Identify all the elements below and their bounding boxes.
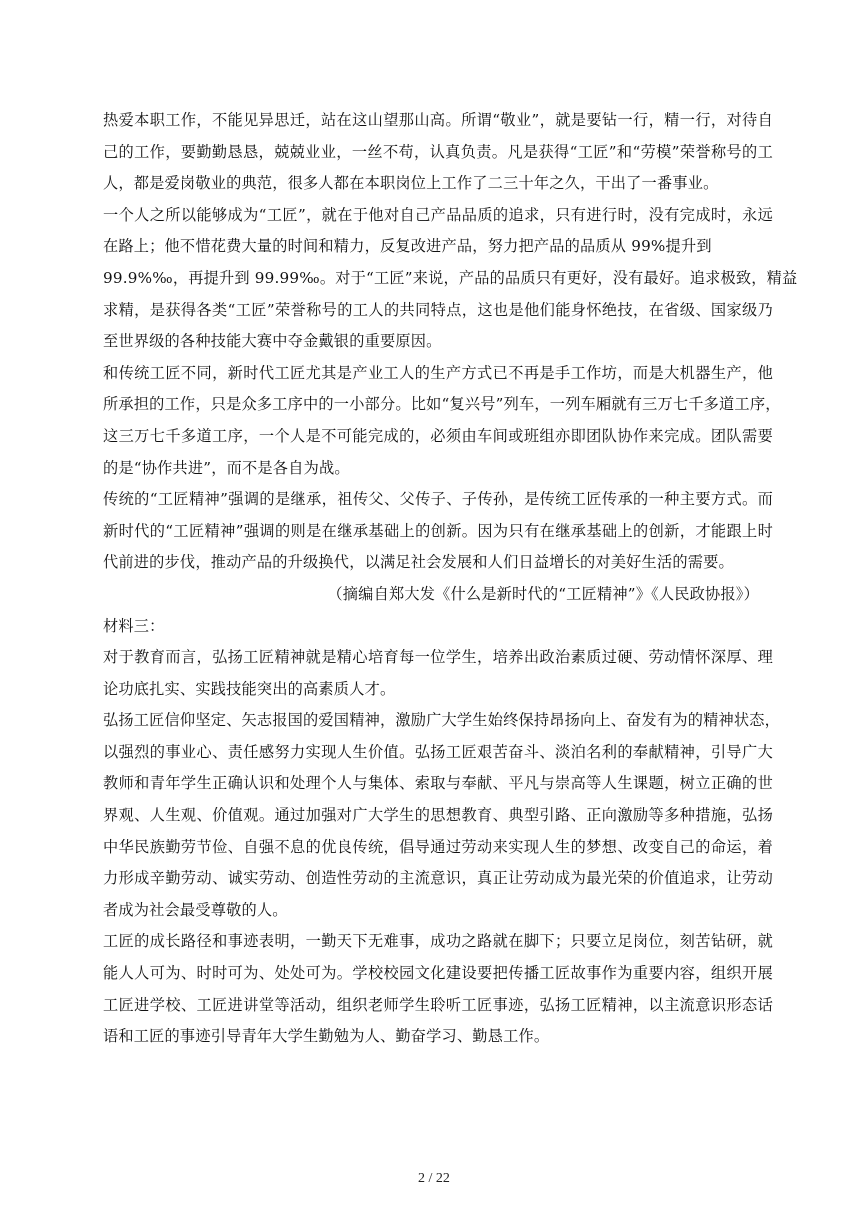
text-line: 能人人可为、时时可为、处处可为。学校校园文化建设要把传播工匠故事作为重要内容，组织开展 bbox=[103, 964, 773, 983]
section-heading: 材料三： bbox=[103, 616, 165, 635]
text-line: 力形成辛勤劳动、诚实劳动、创造性劳动的主流意识，真正让劳动成为最光荣的价值追求，让劳动 bbox=[103, 869, 773, 888]
text-line: 对于教育而言，弘扬工匠精神就是精心培育每一位学生，培养出政治素质过硬、劳动情怀深厚、理 bbox=[103, 648, 773, 667]
text-line: 教师和青年学生正确认识和处理个人与集体、索取与奉献、平凡与崇高等人生课题，树立正确的世 bbox=[103, 774, 773, 793]
text-line: 99.9%‰，再提升到 99.99‰。对于“工匠”来说，产品的品质只有更好，没有最好。追求极致，精益 bbox=[103, 268, 798, 287]
text-line: 人，都是爱岗敬业的典范，很多人都在本职岗位上工作了二三十年之久，干出了一番事业。 bbox=[103, 174, 719, 193]
text-line: 己的工作，要勤勤恳恳，兢兢业业，一丝不苟，认真负责。凡是获得“工匠”和“劳模”荣誉称号的工 bbox=[103, 142, 773, 161]
text-line: 新时代的“工匠精神”强调的则是在继承基础上的创新。因为只有在继承基础上的创新，才能跟上时 bbox=[103, 521, 773, 540]
paragraph bbox=[103, 200, 798, 358]
paragraph bbox=[103, 642, 773, 705]
text-line: 以强烈的事业心、责任感努力实现人生价值。弘扬工匠艰苦奋斗、淡泊名利的奉献精神，引导广大 bbox=[103, 742, 773, 761]
page-number: 2 / 22 bbox=[418, 1171, 450, 1186]
text-line: 界观、人生观、价值观。通过加强对广大学生的思想教育、典型引路、正向激励等多种措施，弘扬 bbox=[103, 806, 773, 825]
article-body bbox=[103, 105, 798, 1053]
text-line: 中华民族勤劳节俭、自强不息的优良传统，倡导通过劳动来实现人生的梦想、改变自己的命运，着 bbox=[103, 837, 773, 856]
text-line: 至世界级的各种技能大赛中夺金戴银的重要原因。 bbox=[103, 332, 442, 351]
text-line: 代前进的步伐，推动产品的升级换代，以满足社会发展和人们日益增长的对美好生活的需要。 bbox=[103, 553, 734, 572]
paragraph bbox=[103, 705, 781, 926]
text-line: 求精，是获得各类“工匠”荣誉称号的工人的共同特点，这也是他们能身怀绝技，在省级、国家级乃 bbox=[103, 300, 773, 319]
paragraph bbox=[103, 105, 773, 200]
text-line: 者成为社会最受尊敬的人。 bbox=[103, 900, 288, 919]
text-line: 语和工匠的事迹引导青年大学生勤勉为人、勤奋学习、勤恳工作。 bbox=[103, 1027, 550, 1046]
text-line: 的是“协作共进”，而不是各自为战。 bbox=[103, 458, 350, 477]
text-line: 传统的“工匠精神”强调的是继承，祖传父、父传子、子传孙，是传统工匠传承的一种主要方式。而 bbox=[103, 490, 773, 509]
text-line: 弘扬工匠信仰坚定、矢志报国的爱国精神，激励广大学生始终保持昂扬向上、奋发有为的精神状态， bbox=[103, 711, 781, 730]
text-line: 工匠进学校、工匠进讲堂等活动，组织老师学生聆听工匠事迹，弘扬工匠精神，以主流意识形态话 bbox=[103, 995, 773, 1014]
text-line: 和传统工匠不同，新时代工匠尤其是产业工人的生产方式已不再是手工作坊，而是大机器生产，他 bbox=[103, 363, 773, 382]
text-line: 工匠的成长路径和事迹表明，一勤天下无难事，成功之路就在脚下；只要立足岗位，刻苦钻研，就 bbox=[103, 932, 773, 951]
text-line: 论功底扎实、实践技能突出的高素质人才。 bbox=[103, 679, 396, 698]
paragraph bbox=[103, 926, 773, 1052]
text-line: 这三万七千多道工序，一个人是不可能完成的，必须由车间或班组亦即团队协作来完成。团队需要 bbox=[103, 426, 773, 445]
paragraph bbox=[103, 358, 781, 484]
text-line: 热爱本职工作，不能见异思迁，站在这山望那山高。所谓“敬业”，就是要钻一行，精一行，对待自 bbox=[103, 111, 773, 129]
text-line: 在路上；他不惜花费大量的时间和精力，反复改进产品，努力把产品的品质从 99%提升到 bbox=[103, 237, 712, 256]
source-citation: （摘编自郑大发《什么是新时代的“工匠精神”》《人民政协报》） bbox=[327, 584, 759, 603]
paragraph bbox=[103, 484, 773, 579]
text-line: 所承担的工作，只是众多工序中的一小部分。比如“复兴号”列车，一列车厢就有三万七千多道工序， bbox=[103, 395, 781, 414]
text-line: 一个人之所以能够成为“工匠”，就在于他对自己产品品质的追求，只有进行时，没有完成时，永远 bbox=[103, 205, 773, 224]
